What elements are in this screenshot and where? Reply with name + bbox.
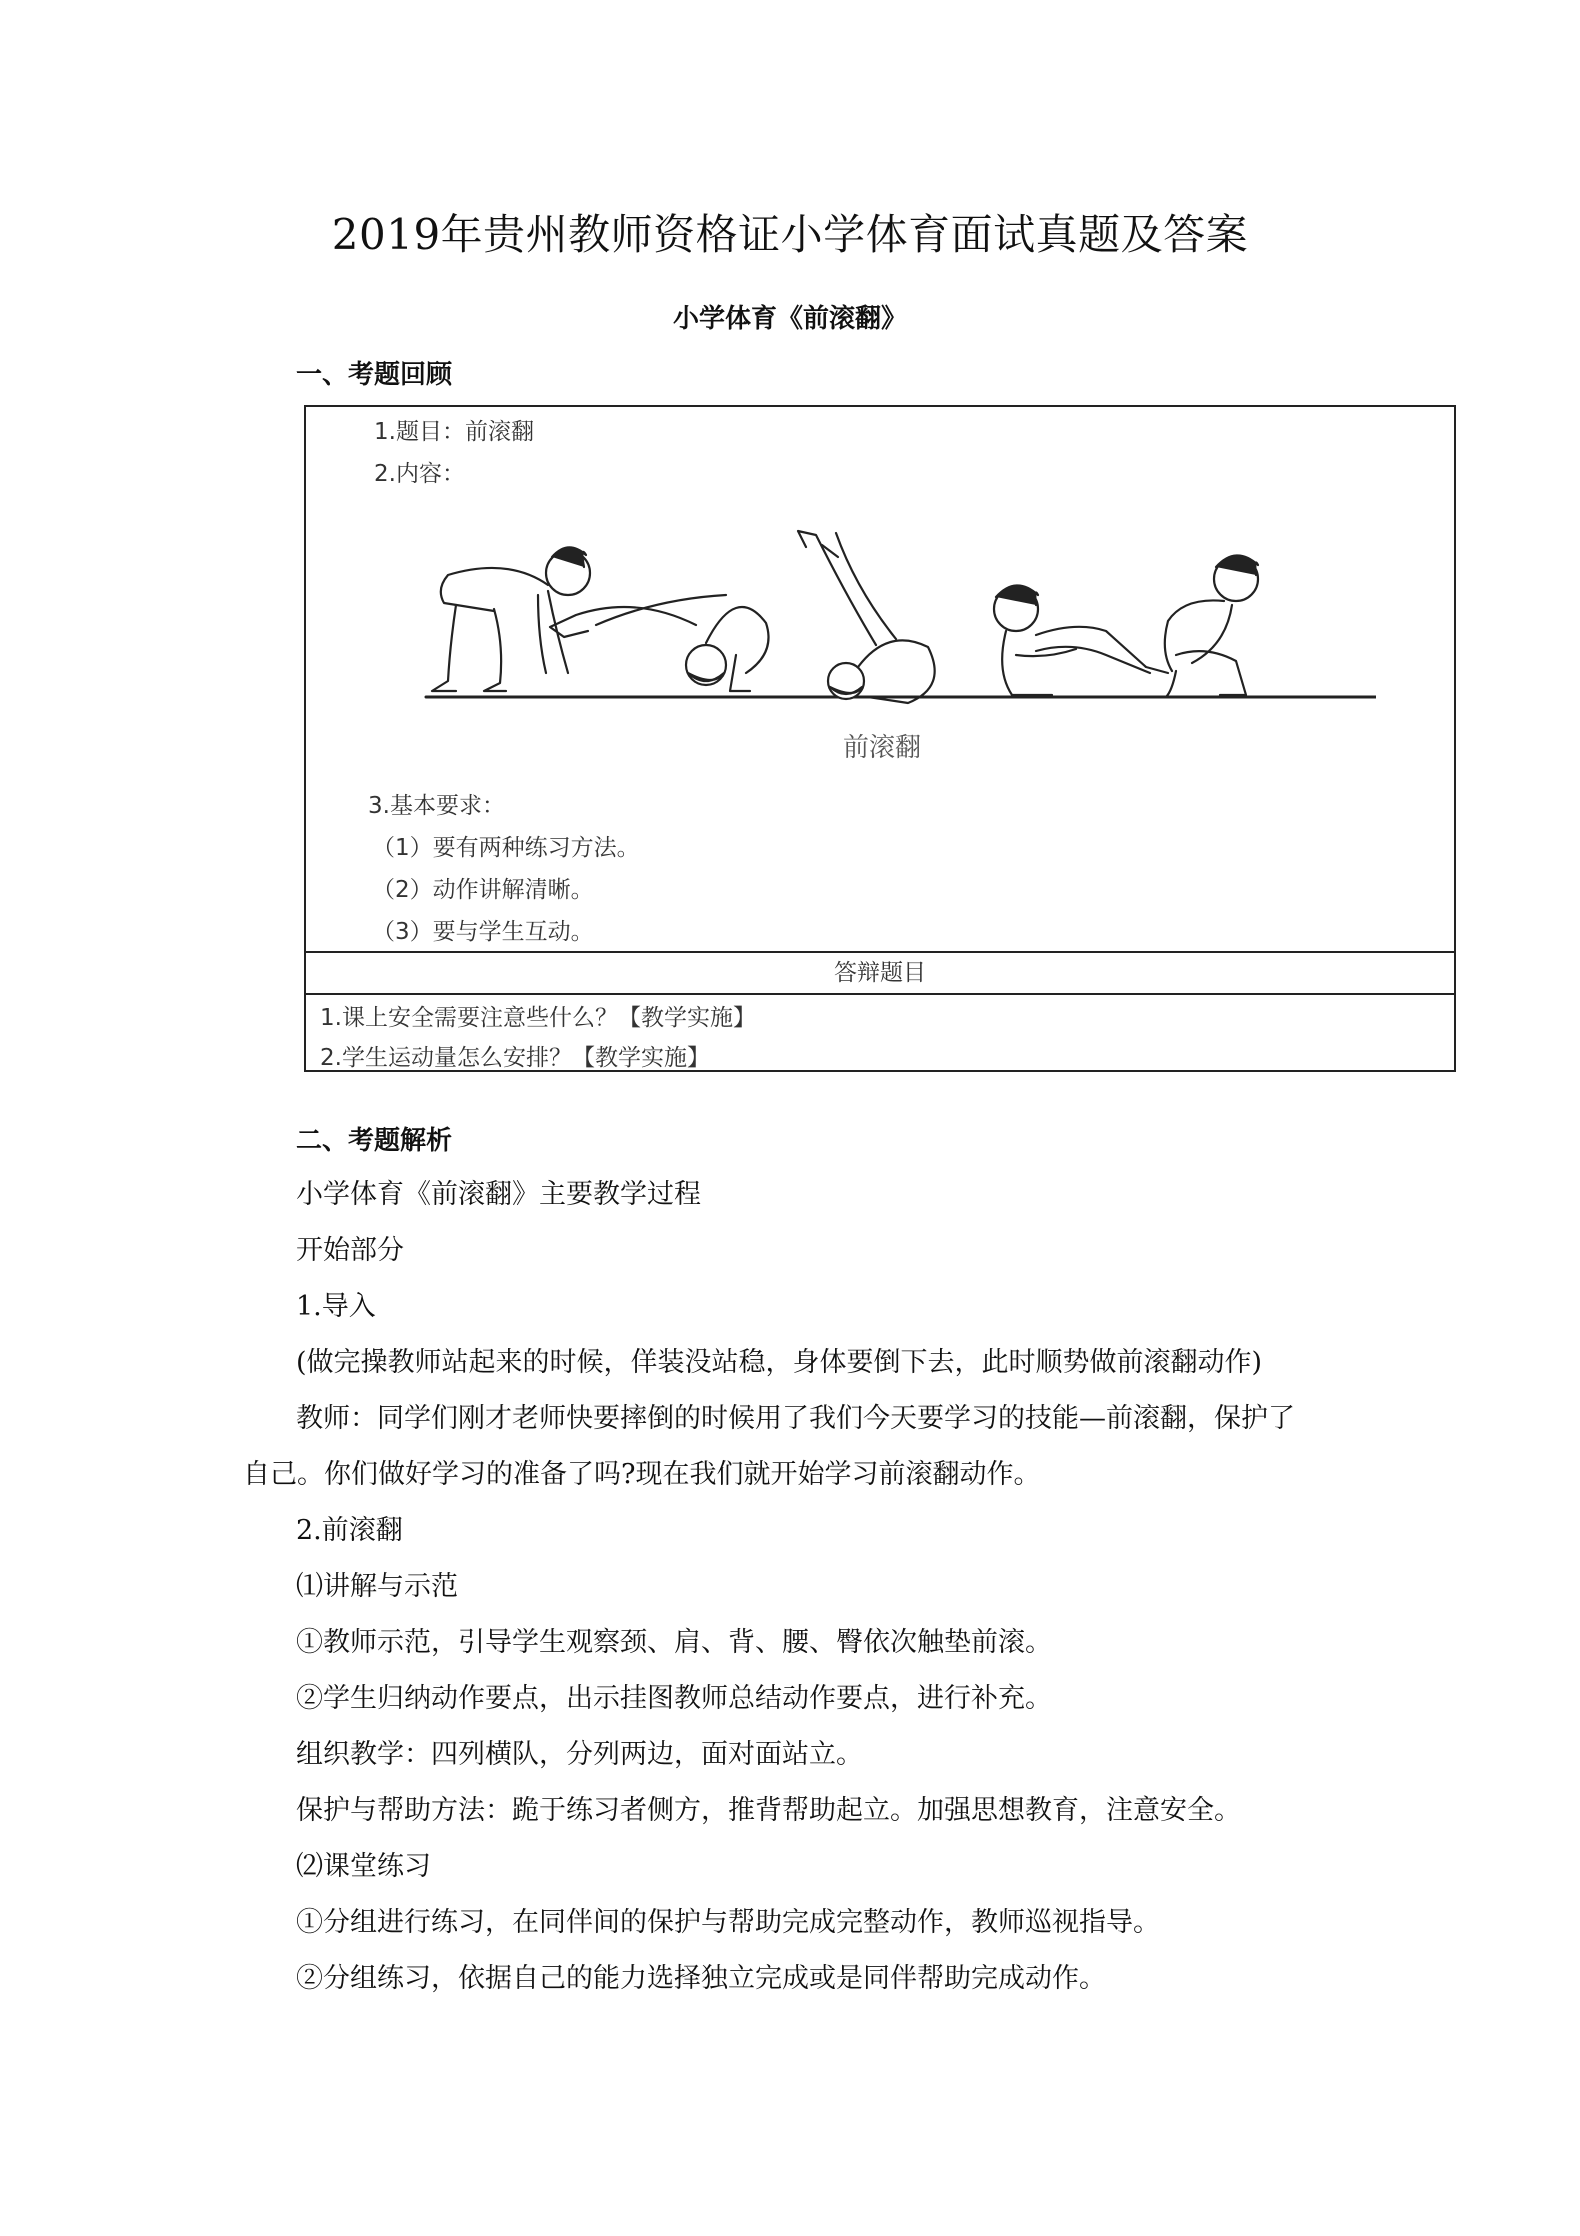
paragraph: 开始部分 <box>296 1235 404 1266</box>
paragraph: 自己。你们做好学习的准备了吗?现在我们就开始学习前滚翻动作。 <box>243 1459 1041 1490</box>
forward-roll-illustration <box>376 505 1376 735</box>
paragraph: 组织教学：四列横队，分列两边，面对面站立。 <box>296 1739 863 1770</box>
question-box <box>304 405 1456 1072</box>
defense-question: 1.课上安全需要注意些什么？【教学实施】 <box>320 1005 756 1031</box>
paragraph: 小学体育《前滚翻》主要教学过程 <box>296 1179 701 1210</box>
defense-question: 2.学生运动量怎么安排？【教学实施】 <box>320 1045 710 1071</box>
paragraph: ②分组练习，依据自己的能力选择独立完成或是同伴帮助完成动作。 <box>296 1963 1106 1994</box>
divider <box>306 993 1454 995</box>
defense-heading: 答辩题目 <box>834 960 926 986</box>
paragraph: ①分组进行练习，在同伴间的保护与帮助完成完整动作，教师巡视指导。 <box>296 1907 1160 1938</box>
figure-caption: 前滚翻 <box>842 733 921 763</box>
requirements-heading: 3.基本要求： <box>368 793 505 819</box>
roll-stage-4-figure <box>994 585 1168 695</box>
requirement-item: （3）要与学生互动。 <box>372 919 594 945</box>
page-title: 2019年贵州教师资格证小学体育面试真题及答案 <box>331 210 1249 259</box>
roll-stage-2-figure <box>550 595 769 691</box>
roll-stage-5-figure <box>1165 555 1258 697</box>
lesson-subtitle: 小学体育《前滚翻》 <box>672 304 907 334</box>
topic-line: 1.题目：前滚翻 <box>374 419 534 445</box>
paragraph: 教师：同学们刚才老师快要摔倒的时候用了我们今天要学习的技能—前滚翻，保护了 <box>296 1403 1295 1434</box>
requirement-item: （1）要有两种练习方法。 <box>372 835 640 861</box>
paragraph: ①教师示范，引导学生观察颈、肩、背、腰、臀依次触垫前滚。 <box>296 1627 1052 1658</box>
section-heading-analysis: 二、考题解析 <box>296 1126 453 1156</box>
requirement-item: （2）动作讲解清晰。 <box>372 877 594 903</box>
paragraph: ②学生归纳动作要点，出示挂图教师总结动作要点，进行补充。 <box>296 1683 1052 1714</box>
content-line: 2.内容： <box>374 461 465 487</box>
paragraph: ⑵课堂练习 <box>296 1851 431 1882</box>
paragraph: 保护与帮助方法：跪于练习者侧方，推背帮助起立。加强思想教育，注意安全。 <box>296 1795 1241 1826</box>
roll-stage-3-figure <box>798 531 935 703</box>
paragraph: ⑴讲解与示范 <box>296 1571 458 1602</box>
section-heading-review: 一、考题回顾 <box>296 360 453 390</box>
paragraph: (做完操教师站起来的时候，佯装没站稳，身体要倒下去，此时顺势做前滚翻动作) <box>296 1347 1263 1378</box>
paragraph: 1.导入 <box>296 1291 376 1322</box>
paragraph: 2.前滚翻 <box>296 1515 403 1546</box>
